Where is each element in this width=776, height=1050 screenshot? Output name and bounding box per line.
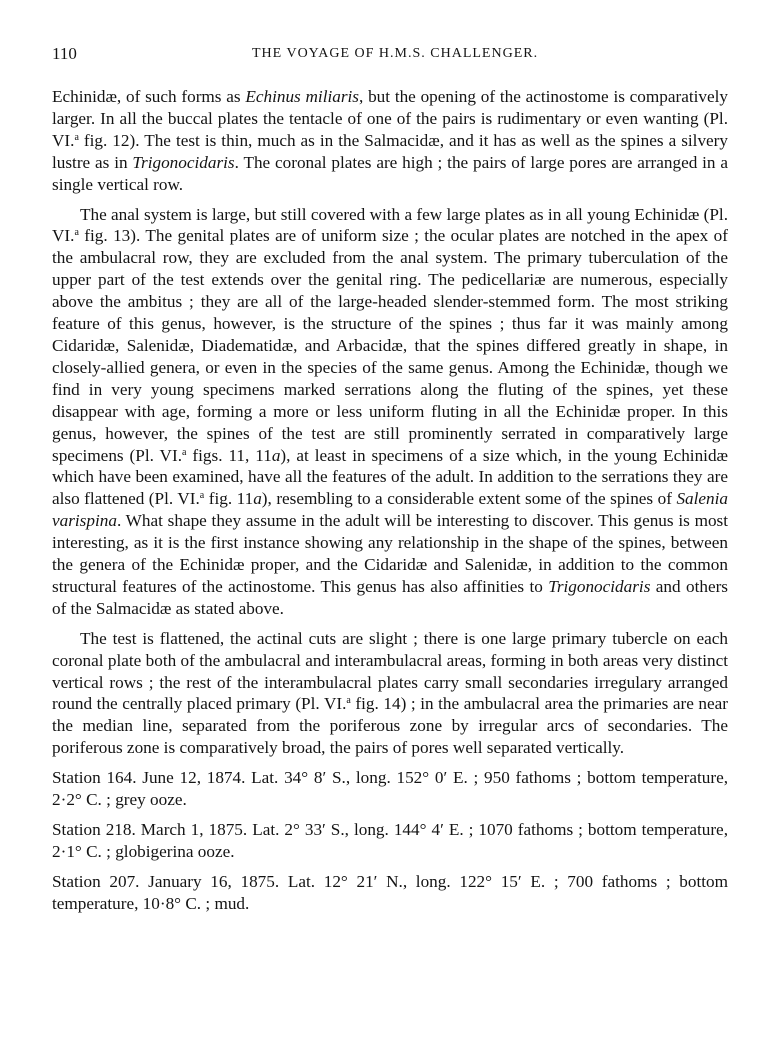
italic-run: a [253, 489, 262, 509]
italic-run: Salenia varispina [52, 489, 728, 531]
station-entry-207: Station 207. January 16, 1875. Lat. 12° 21′ N., long. 122° 15′ E. ; 700 fathoms ; bottom temperature, 10·8° C. ; mud. [52, 871, 728, 913]
italic-run: Trigonocidaris [132, 152, 235, 172]
paragraph-2 [52, 204, 728, 620]
superscript-run: a [74, 227, 79, 239]
body-text [52, 86, 728, 923]
text-run: ), at least in specimens of a size which, in the young Echinidæ which have been examined, have all the features of the adult. In addition to the serrations they are also flattened (Pl. VI. [52, 445, 728, 509]
italic-run: Trigonocidaris [548, 576, 651, 596]
text-run: fig. 14) ; in the ambulacral area the primaries are near the median line, separated from the poriferous zone by irregular arcs of secondaries. The poriferous zone is comparatively broad, the pairs of pores well separated vertically. [52, 694, 728, 758]
text-run: fig. 11 [204, 489, 254, 509]
text-run: The test is flattened, the actinal cuts are slight ; there is one large primary tubercle on each coronal plate both of the ambulacral and interambulacral areas, forming in both areas very distinct vertical rows ; the rest of the interambulacral plates carry small secondaries irregulary arranged round the centrally placed primary (Pl. VI. [52, 628, 728, 714]
text-run: fig. 13). The genital plates are of uniform size ; the ocular plates are notched in the apex of the ambulacral row, they are excluded from the anal system. The primary tuberculation of the upper part of the test extends over the genital ring. The pedicellariæ are numerous, especially above the ambitus ; they are all of the large-headed slender-stemmed form. The most striking feature of this genus, however, is the structure of the spines ; thus far it was mainly among Cidaridæ, Salenidæ, Diadematidæ, and Arbacidæ, that the spines differed greatly in shape, in closely-allied genera, or even in the species of the same genus. Among the Echinidæ, though we find in very young specimens marked serrations along the fluting of the spines, yet these disappear with age, forming a more or less uniform fluting in all the Echinidæ proper. In this genus, however, the spines of the test are still prominently serrated in comparatively large specimens (Pl. VI. [52, 226, 728, 465]
text-run: The anal system is large, but still covered with a few large plates as in all young Echinidæ (Pl. VI. [52, 204, 728, 246]
text-run: fig. 12). The test is thin, much as in the Salmacidæ, and it has as well as the spines a silvery lustre as in [52, 130, 728, 172]
station-entry-218: Station 218. March 1, 1875. Lat. 2° 33′ S., long. 144° 4′ E. ; 1070 fathoms ; bottom temperature, 2·1° C. ; globigerina ooze. [52, 820, 728, 861]
station-entry-164: Station 164. June 12, 1874. Lat. 34° 8′ S., long. 152° 0′ E. ; 950 fathoms ; bottom temperature, 2·2° C. ; grey ooze. [52, 768, 728, 810]
paragraph-1 [52, 86, 728, 196]
paragraph-3 [52, 628, 728, 759]
text-run: . What shape they assume in the adult will be interesting to discover. This genus is most interesting, as it is the first instance showing any relationship in the shape of the spines, between the genera of the Echinidæ proper, and the Cidaridæ and Salenidæ, in addition to the common structural features of the actinostome. This genus has also affinities to [52, 511, 728, 596]
superscript-run: a [74, 131, 79, 143]
superscript-run: a [182, 446, 187, 458]
italic-run: Echinus miliaris [245, 87, 359, 106]
running-title: THE VOYAGE OF H.M.S. CHALLENGER. [252, 46, 539, 61]
text-run: ), resembling to a considerable extent some of the spines of [261, 489, 677, 509]
italic-run: a [271, 445, 281, 465]
superscript-run: a [346, 695, 351, 707]
text-run: . The coronal plates are high ; the pairs of large pores are arranged in a single vertical row. [52, 152, 728, 194]
text-run: , but the opening of the actinostome is comparatively larger. In all the buccal plates the tentacle of one of the pairs is rudimentary or even wanting (Pl. VI. [52, 87, 728, 150]
text-run: Echinidæ, of such forms as [52, 87, 246, 106]
page-number: 110 [52, 44, 77, 63]
station-list [52, 767, 728, 914]
text-run: figs. 11, 11 [186, 445, 272, 465]
superscript-run: a [199, 490, 205, 502]
page-header [52, 44, 728, 68]
text-run: and others of the Salmacidæ as stated above. [52, 576, 728, 618]
